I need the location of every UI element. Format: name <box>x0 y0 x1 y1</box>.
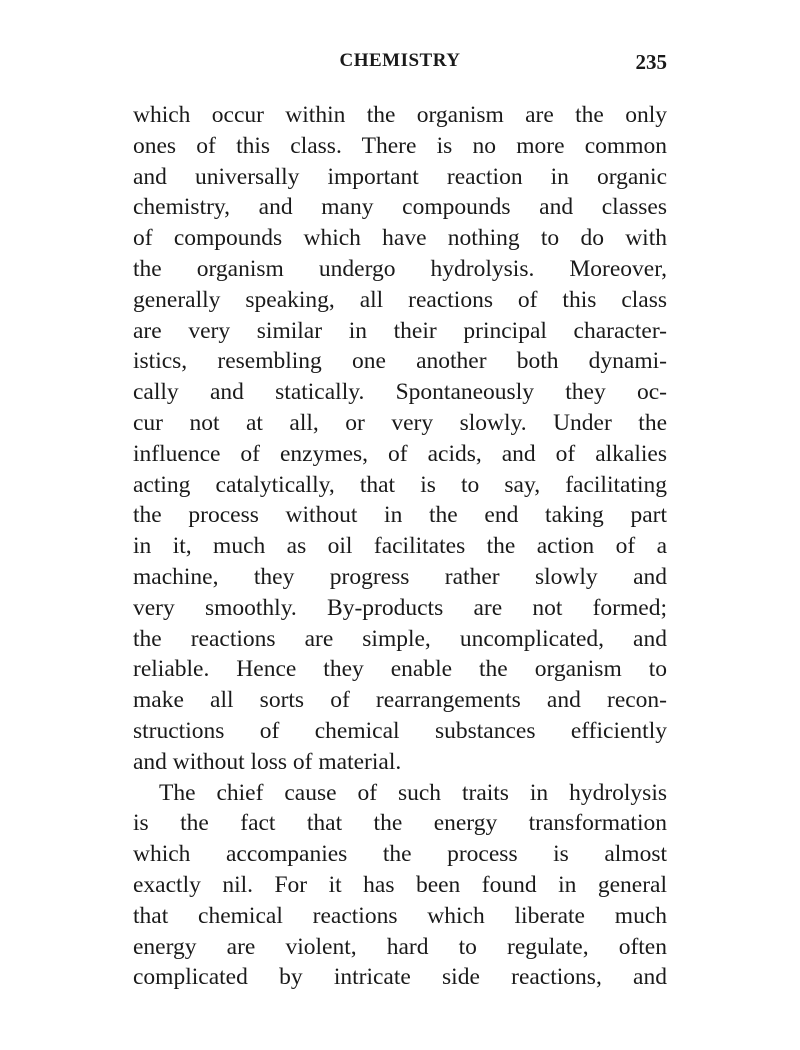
text-line: ones of this class. There is no more common <box>133 132 667 159</box>
text-line: is the fact that the energy transformation <box>133 810 667 837</box>
text-line: chemistry, and many compounds and classes <box>133 194 667 221</box>
running-head-title: CHEMISTRY <box>339 50 461 71</box>
text-line: cally and statically. Spontaneously they oc- <box>133 379 667 406</box>
text-line: and universally important reaction in organic <box>133 163 667 190</box>
body-text <box>133 100 667 993</box>
running-head <box>133 50 667 80</box>
text-line: the reactions are simple, uncomplicated, and <box>133 625 667 652</box>
text-line: in it, much as oil facilitates the action of a <box>133 533 667 560</box>
text-line: reliable. Hence they enable the organism to <box>133 656 667 683</box>
text-line: the organism undergo hydrolysis. Moreover, <box>133 255 667 282</box>
text-line: acting catalytically, that is to say, facilitating <box>133 471 667 498</box>
text-line: machine, they progress rather slowly and <box>133 563 667 590</box>
text-line: exactly nil. For it has been found in general <box>133 871 667 898</box>
text-line: very smoothly. By-products are not formed; <box>133 594 667 621</box>
text-line: influence of enzymes, of acids, and of alkalies <box>133 440 667 467</box>
page-number: 235 <box>635 50 667 74</box>
text-line: generally speaking, all reactions of this class <box>133 286 667 313</box>
text-line: make all sorts of rearrangements and recon- <box>133 687 667 714</box>
text-line: which accompanies the process is almost <box>133 841 667 868</box>
text-line: The chief cause of such traits in hydrolysis <box>159 779 667 806</box>
text-line: istics, resembling one another both dynami- <box>133 348 667 375</box>
text-line: structions of chemical substances efficiently <box>133 717 667 744</box>
text-line: of compounds which have nothing to do with <box>133 225 667 252</box>
text-line: energy are violent, hard to regulate, often <box>133 933 667 960</box>
text-line: cur not at all, or very slowly. Under the <box>133 409 667 436</box>
text-line: the process without in the end taking part <box>133 502 667 529</box>
text-line: are very similar in their principal character- <box>133 317 667 344</box>
text-line: complicated by intricate side reactions, and <box>133 964 667 991</box>
text-line: which occur within the organism are the only <box>133 102 667 128</box>
text-line: and without loss of material. <box>133 748 402 775</box>
text-line: that chemical reactions which liberate much <box>133 902 667 929</box>
